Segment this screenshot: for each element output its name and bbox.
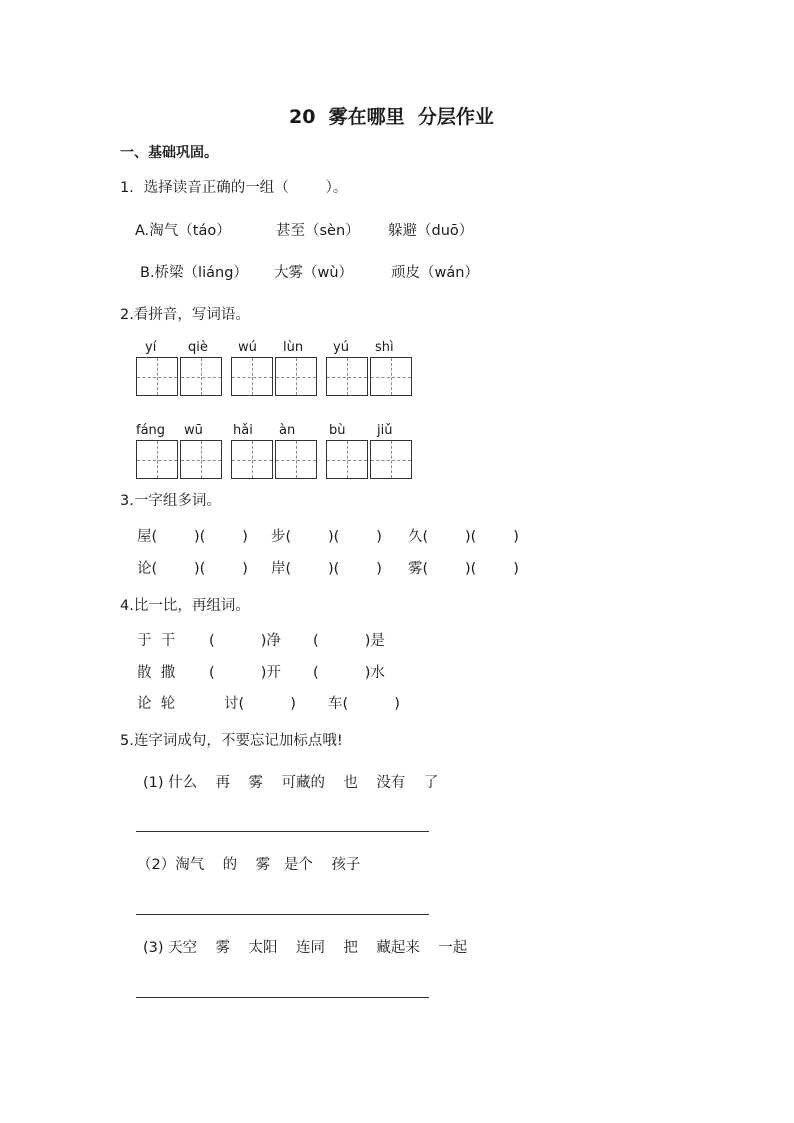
pinyin: qiè [188, 340, 208, 355]
option-b-3: 顽皮（wán） [391, 265, 479, 281]
pinyin: yú [333, 340, 349, 355]
answer-line[interactable] [136, 914, 429, 915]
option-a-3: 躲避（duō） [388, 223, 474, 239]
pinyin: wū [184, 423, 203, 438]
compare-blank: ( )净 [209, 633, 281, 649]
word-group: 岸( )( ) [271, 561, 382, 577]
char-pair: 于 干 [137, 633, 176, 649]
word-group: 屋( )( ) [137, 529, 248, 545]
option-a-2: 甚至（sèn） [276, 223, 360, 239]
sentence-words: (3) 天空 雾 太阳 连同 把 藏起来 一起 [143, 940, 468, 956]
pinyin: bù [329, 423, 346, 438]
writing-grid-cell[interactable] [275, 357, 317, 396]
pinyin: wú [238, 340, 257, 355]
question-1-prompt: 1．选择读音正确的一组（ ）。 [120, 180, 348, 196]
option-a-1: A.淘气（táo） [135, 223, 231, 239]
page-title: 20 雾在哪里 分层作业 [289, 106, 494, 128]
pinyin: àn [279, 423, 296, 438]
question-4-prompt: 4.比一比，再组词。 [120, 598, 250, 614]
pinyin: hǎi [233, 423, 253, 438]
writing-grid-cell[interactable] [180, 357, 222, 396]
writing-grid-cell[interactable] [231, 440, 273, 479]
compare-blank: 车( ) [328, 696, 400, 712]
question-5-prompt: 5.连字词成句，不要忘记加标点哦! [120, 733, 343, 749]
writing-grid-cell[interactable] [275, 440, 317, 479]
word-group: 久( )( ) [408, 529, 519, 545]
word-group: 雾( )( ) [408, 561, 519, 577]
writing-grid-cell[interactable] [136, 357, 178, 396]
answer-line[interactable] [136, 831, 429, 832]
pinyin: shì [375, 340, 394, 355]
sentence-words: (1) 什么 再 雾 可藏的 也 没有 了 [143, 775, 439, 791]
word-group: 步( )( ) [271, 529, 382, 545]
writing-grid-cell[interactable] [326, 357, 368, 396]
pinyin: lùn [283, 340, 304, 355]
sentence-words: （2）淘气 的 雾 是个 孩子 [137, 857, 361, 873]
writing-grid-cell[interactable] [136, 440, 178, 479]
writing-grid-cell[interactable] [231, 357, 273, 396]
pinyin: jiǔ [377, 423, 393, 438]
option-b-2: 大雾（wù） [274, 265, 354, 281]
compare-blank: ( )是 [313, 633, 385, 649]
writing-grid-cell[interactable] [326, 440, 368, 479]
answer-line[interactable] [136, 997, 429, 998]
section-heading: 一、基础巩固。 [120, 145, 218, 161]
pinyin: yí [145, 340, 157, 355]
question-3-prompt: 3.一字组多词。 [120, 493, 221, 509]
compare-blank: ( )水 [313, 665, 385, 681]
option-b-1: B.桥梁（liáng） [140, 265, 248, 281]
word-group: 论( )( ) [137, 561, 248, 577]
char-pair: 论 轮 [137, 696, 176, 712]
pinyin: fáng [136, 423, 166, 438]
question-2-prompt: 2.看拼音，写词语。 [120, 307, 250, 323]
writing-grid-cell[interactable] [370, 440, 412, 479]
compare-blank: ( )开 [209, 665, 281, 681]
writing-grid-cell[interactable] [370, 357, 412, 396]
compare-blank: 讨( ) [224, 696, 296, 712]
char-pair: 散 撒 [137, 665, 176, 681]
writing-grid-cell[interactable] [180, 440, 222, 479]
